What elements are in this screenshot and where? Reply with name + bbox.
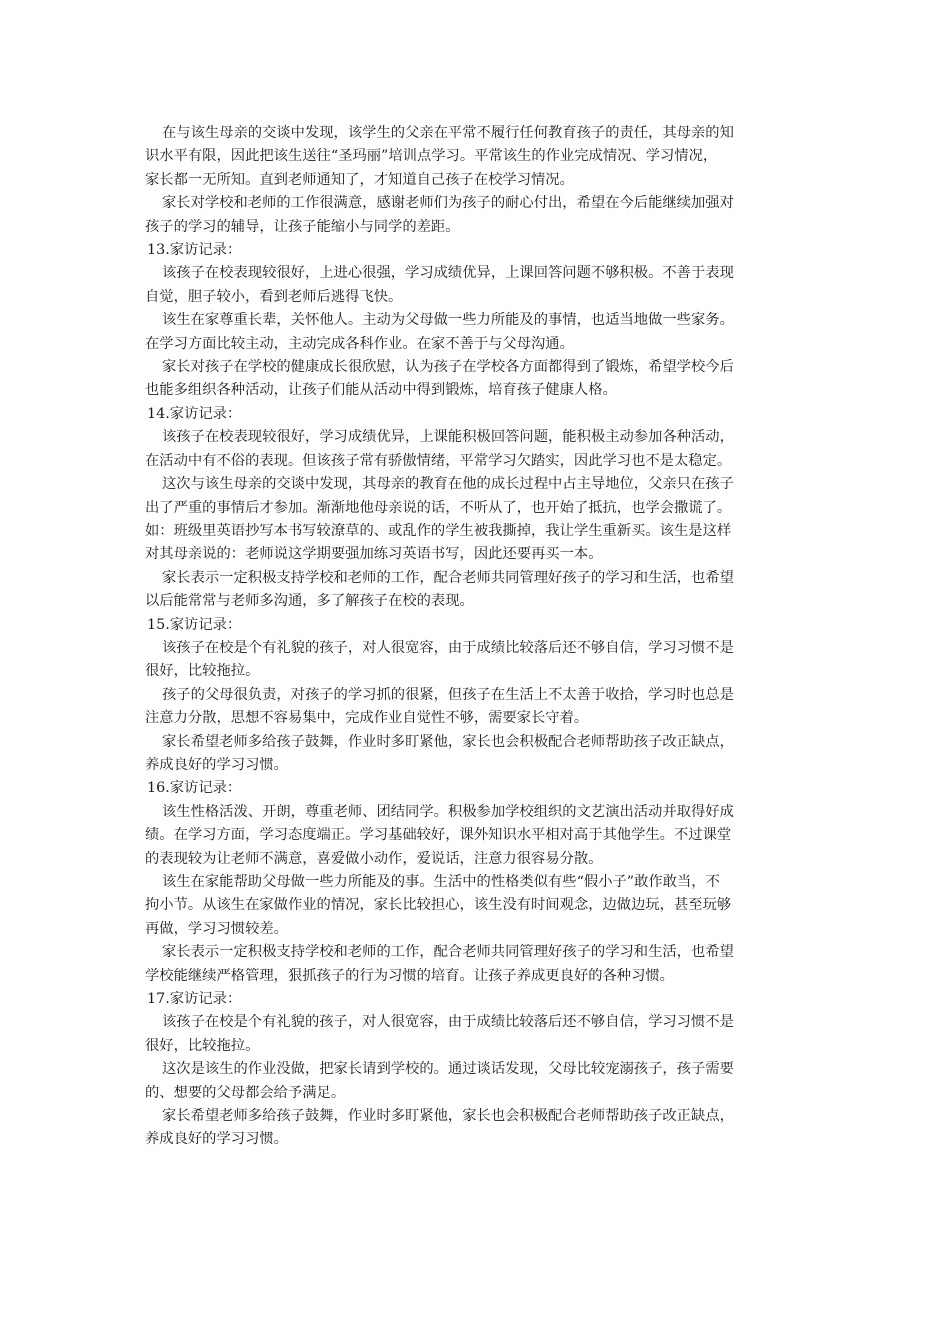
text-line: 该孩子在校是个有礼貌的孩子，对人很宽容，由于成绩比较落后还不够自信，学习习惯不是 [162,1014,734,1031]
paragraph [145,192,801,239]
text-line: 该孩子在校表现较很好，学习成绩优异，上课能积极回答问题，能积极主动参加各种活动， [162,429,734,446]
text-line: 以后能常常与老师多沟通，多了解孩子在校的表现。 [145,593,474,610]
paragraph [145,262,801,309]
text-line: 很好，比较拖拉。 [145,1037,260,1054]
text-line: 16.家访记录： [147,780,242,797]
paragraph [145,1058,801,1105]
text-line: 该生性格活泼、开朗，尊重老师、团结同学。积极参加学校组织的文艺演出活动并取得好成 [162,803,734,820]
paragraph [145,941,801,988]
paragraph [145,801,801,871]
paragraph [145,871,801,941]
paragraph [145,1105,801,1152]
text-line: 14.家访记录： [147,405,242,422]
text-line: 该生在家能帮助父母做一些力所能及的事。生活中的性格类似有些“假小子”敢作敢当，不 [162,874,720,890]
text-line: 再做，学习习惯较差。 [145,920,288,937]
paragraph [145,731,801,778]
text-line: 养成良好的学习习惯。 [145,1131,288,1148]
text-line: 该孩子在校是个有礼貌的孩子，对人很宽容，由于成绩比较落后还不够自信，学习习惯不是 [162,639,734,656]
text-line: 拘小节。从该生在家做作业的情况，家长比较担心，该生没有时间观念，边做边玩，甚至玩够 [145,897,732,914]
text-line: 家长希望老师多给孩子鼓舞，作业时多盯紧他，家长也会积极配合老师帮助孩子改正缺点， [162,733,734,750]
text-line: 家长希望老师多给孩子鼓舞，作业时多盯紧他，家长也会积极配合老师帮助孩子改正缺点， [162,1108,734,1125]
text-line: 这次是该生的作业没做，把家长请到学校的。通过谈话发现，父母比较宠溺孩子，孩子需要 [162,1061,734,1078]
text-line: 17.家访记录： [147,991,242,1008]
text-line: 出了严重的事情后才参加。渐渐地他母亲说的话，不听从了，也开始了抵抗，也学会撒谎了。 [145,499,732,516]
paragraph [145,684,801,731]
section-heading [145,239,801,262]
paragraph [145,122,801,192]
text-line: 孩子的父母很负责，对孩子的学习抓的很紧，但孩子在生活上不太善于收拾，学习时也总是 [162,686,734,703]
text-line: 该生在家尊重长辈，关怀他人。主动为父母做一些力所能及的事情，也适当地做一些家务。 [162,312,734,329]
text-line: 绩。在学习方面，学习态度端正。学习基础较好，课外知识水平相对高于其他学生。不过课堂 [145,827,732,844]
paragraph [145,356,801,403]
text-line: 家长对学校和老师的工作很满意，感谢老师们为孩子的耐心付出，希望在今后能继续加强对 [162,195,734,212]
text-line: 自觉，胆子较小，看到老师后逃得飞快。 [145,288,403,305]
text-line: 在学习方面比较主动，主动完成各科作业。在家不善于与父母沟通。 [145,335,574,352]
text-line: 的表现较为让老师不满意，喜爱做小动作，爱说话，注意力很容易分散。 [145,850,603,867]
text-line: 识水平有限，因此把该生送往“圣玛丽”培训点学习。平常该生的作业完成情况、学习情况， [145,148,718,165]
text-line: 家长都一无所知。直到老师通知了，才知道自己孩子在校学习情况。 [145,171,574,188]
section-heading [145,614,801,637]
document-body [145,122,801,1152]
text-line: 家长表示一定积极支持学校和老师的工作，配合老师共同管理好孩子的学习和生活，也希望 [162,569,734,586]
text-line: 学校能继续严格管理，狠抓孩子的行为习惯的培育。让孩子养成更良好的各种习惯。 [145,967,674,984]
text-line: 孩子的学习的辅导，让孩子能缩小与同学的差距。 [145,218,460,235]
section-heading [145,403,801,426]
paragraph [145,637,801,684]
paragraph [145,567,801,614]
text-line: 这次与该生母亲的交谈中发现，其母亲的教育在他的成长过程中占主导地位，父亲只在孩子 [162,476,734,493]
text-line: 很好，比较拖拉。 [145,663,260,680]
text-line: 13.家访记录： [147,242,242,259]
text-line: 注意力分散，思想不容易集中，完成作业自觉性不够，需要家长守着。 [145,710,589,727]
section-heading [145,988,801,1011]
paragraph [145,309,801,356]
text-line: 也能多组织各种活动，让孩子们能从活动中得到锻炼，培育孩子健康人格。 [145,382,617,399]
paragraph [145,473,801,567]
text-line: 养成良好的学习习惯。 [145,756,288,773]
text-line: 家长对孩子在学校的健康成长很欣慰，认为孩子在学校各方面都得到了锻炼，希望学校今后 [162,359,734,376]
text-line: 家长表示一定积极支持学校和老师的工作，配合老师共同管理好孩子的学习和生活，也希望 [162,944,734,961]
text-line: 在活动中有不俗的表现。但该孩子常有骄傲情绪，平常学习欠踏实，因此学习也不是太稳定。 [145,452,732,469]
text-line: 15.家访记录： [147,616,242,633]
text-line: 如：班级里英语抄写本书写较潦草的、或乱作的学生被我撕掉，我让学生重新买。该生是这样 [145,522,732,539]
text-line: 在与该生母亲的交谈中发现，该学生的父亲在平常不履行任何教育孩子的责任，其母亲的知 [162,125,734,141]
paragraph [145,1011,801,1058]
section-heading [145,777,801,800]
text-line: 的、想要的父母都会给予满足。 [145,1084,346,1101]
paragraph [145,426,801,473]
text-line: 该孩子在校表现较很好，上进心很强，学习成绩优异，上课回答问题不够积极。不善于表现 [162,265,734,282]
text-line: 对其母亲说的：老师说这学期要强加练习英语书写，因此还要再买一本。 [145,546,603,563]
